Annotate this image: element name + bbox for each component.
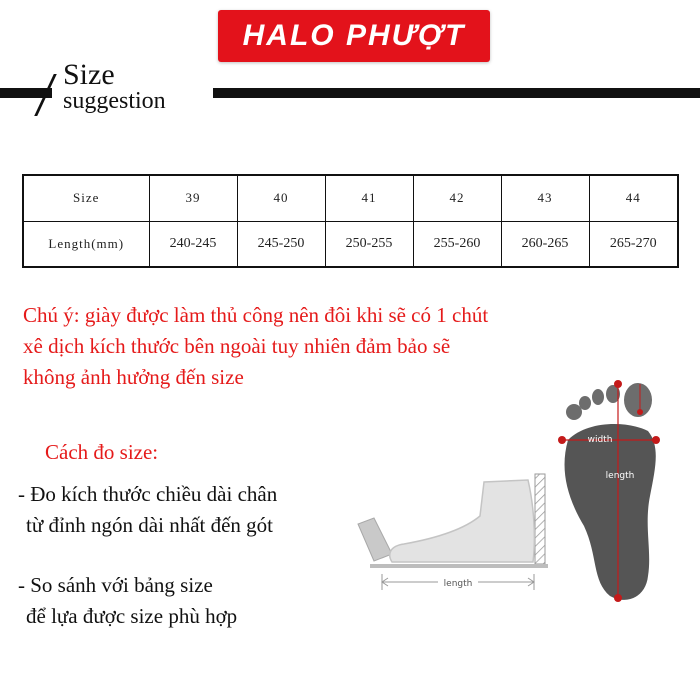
size-cell: 41	[325, 175, 413, 221]
brand-name: HALO PHƯỢT	[242, 19, 466, 52]
size-row	[23, 175, 678, 221]
size-row-label: Size	[23, 175, 149, 221]
size-cell: 42	[413, 175, 501, 221]
length-cell: 260-265	[501, 221, 589, 267]
length-cell: 245-250	[237, 221, 325, 267]
measure-title: Cách đo size:	[45, 440, 159, 464]
header-divider-right	[213, 88, 700, 98]
length-cell: 240-245	[149, 221, 237, 267]
sole-width-label: width	[587, 435, 613, 445]
sole-length-label: length	[605, 471, 635, 481]
note-line: không ảnh hưởng đến size	[23, 365, 244, 389]
length-cell: 255-260	[413, 221, 501, 267]
step-line: - So sánh với bảng size	[18, 573, 213, 597]
size-cell: 40	[237, 175, 325, 221]
note-line: Chú ý: giày được làm thủ công nên đôi khi sẽ có 1 chút	[23, 303, 489, 327]
size-cell: 44	[589, 175, 678, 221]
length-row	[23, 221, 678, 267]
section-subtitle: suggestion	[63, 88, 166, 114]
measure-step-2	[18, 570, 237, 632]
step-line: từ đỉnh ngón dài nhất đến gót	[26, 513, 274, 537]
note-line: xê dịch kích thước bên ngoài tuy nhiên đảm bảo sẽ	[23, 334, 451, 358]
step-line: - Đo kích thước chiều dài chân	[18, 482, 278, 506]
foot-sole-illustration	[548, 376, 668, 608]
foot-side-illustration	[352, 466, 557, 606]
step-line: để lựa được size phù hợp	[26, 604, 238, 628]
length-cell: 265-270	[589, 221, 678, 267]
brand-banner	[218, 10, 490, 62]
size-table	[22, 174, 679, 268]
side-length-label: length	[443, 579, 473, 589]
size-cell: 43	[501, 175, 589, 221]
length-cell: 250-255	[325, 221, 413, 267]
section-title: Size	[63, 58, 115, 91]
measure-step-1	[18, 479, 277, 541]
size-cell: 39	[149, 175, 237, 221]
length-row-label: Length(mm)	[23, 221, 149, 267]
